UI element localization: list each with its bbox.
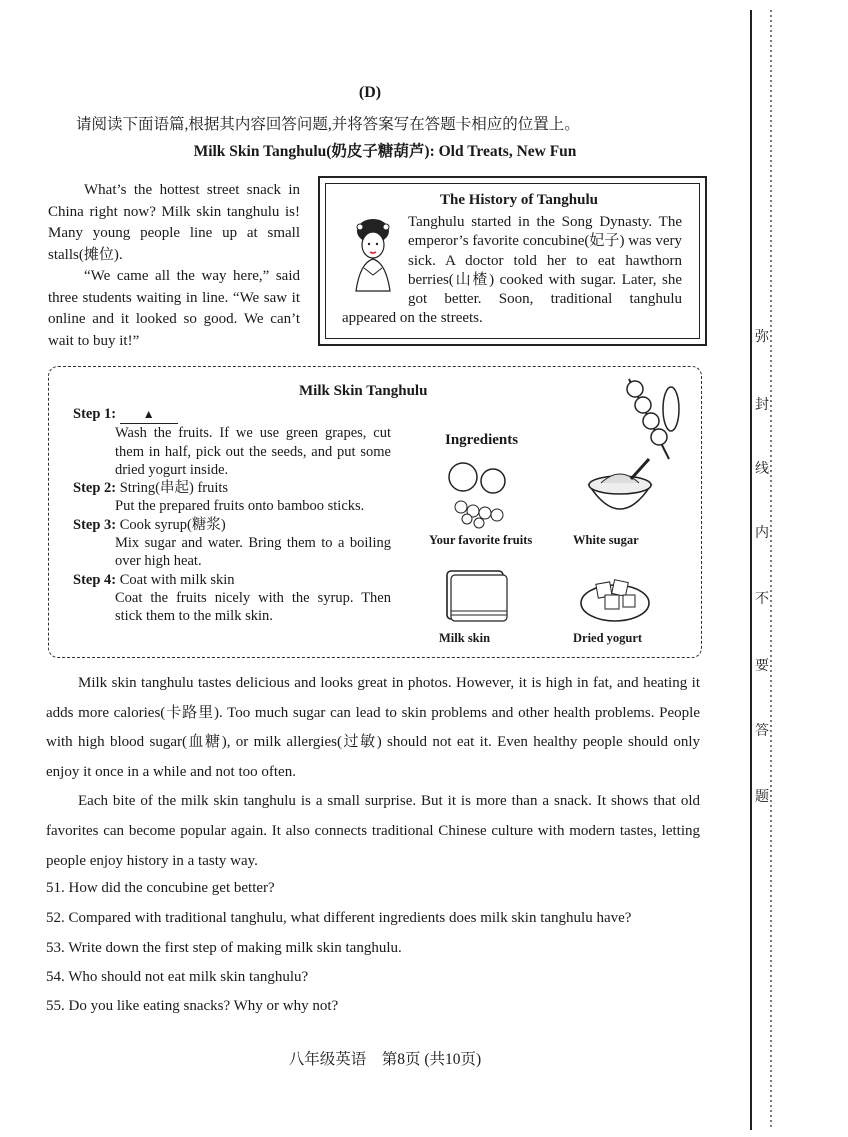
ingredient-caption: Dried yogurt [573, 631, 643, 645]
passage-title: Milk Skin Tanghulu(奶皮子糖葫芦): Old Treats, New Fun [193, 143, 577, 160]
seal-line-char: 不 [755, 592, 769, 607]
instruction: 请阅读下面语篇,根据其内容回答问题,并将答案写在答题卡相应的位置上。 [76, 116, 580, 133]
sugar-bowl-icon [581, 455, 659, 527]
question-54: 54. Who should not eat milk skin tanghulu? [46, 969, 309, 985]
step-label: Step 3: [73, 516, 117, 533]
step-label: Step 2: [73, 480, 117, 497]
history-text: Tanghulu started in the Song Dynasty. The emperor’s favorite concubine(妃子) was very sick. A doctor told her to eat hawthorn berries(山楂) cooked with sugar. Later, she got better. Soon, traditional tanghulu appeared on the streets. [342, 214, 682, 327]
question-51: 51. How did the concubine get better? [46, 880, 275, 896]
step-body: Coat the fruits nicely with the syrup. Then stick them to the milk skin. [115, 589, 391, 625]
history-box [318, 176, 707, 346]
body-paragraph-1: Milk skin tanghulu tastes delicious and looks great in photos. However, it is high in fat, and heating it adds more calories(卡路里). Too much sugar can lead to skin problems and other health problems. People with high blood sugar(血糖), or milk allergies(过敏) should not eat it. Even healthy people should only enjoy it once in a while and not too often. [46, 675, 700, 780]
ingredients-title: Ingredients [445, 432, 519, 448]
step-body: Put the prepared fruits onto bamboo sticks. [115, 498, 365, 515]
intro-paragraph-1: What’s the hottest street snack in China right now? Milk skin tanghulu is! Many young people line up at small stalls(摊位). [48, 182, 300, 263]
step-1-blank: ▲ [120, 405, 178, 424]
milk-skin-icon [441, 565, 515, 627]
seal-line-char: 弥 [755, 330, 769, 345]
ingredient-caption: Milk skin [439, 631, 491, 645]
step-label: Step 4: [73, 571, 117, 588]
seal-line-char: 内 [755, 526, 769, 541]
history-title: The History of Tanghulu [440, 192, 598, 208]
step-body: Wash the fruits. If we use green grapes, cut them in half, pick out the seeds, and put some dried yogurt inside. [115, 425, 391, 478]
seal-line-char: 线 [755, 462, 769, 477]
step-body: Mix sugar and water. Bring them to a boiling over high heat. [115, 535, 391, 570]
ingredient-caption: Your favorite fruits [429, 533, 533, 547]
intro-text [48, 180, 300, 352]
page-footer: 八年级英语 第8页 (共10页) [288, 1051, 482, 1068]
step-1 [73, 405, 391, 479]
question-52: 52. Compared with traditional tanghulu, what different ingredients does milk skin tanghulu have? [46, 910, 632, 926]
step-name: String(串起) fruits [119, 480, 229, 497]
step-name: Coat with milk skin [119, 571, 235, 588]
recipe-steps [73, 405, 391, 626]
body-text [46, 669, 700, 876]
question-53: 53. Write down the first step of making milk skin tanghulu. [46, 940, 402, 956]
seal-line-char: 答 [755, 724, 769, 739]
step-2 [73, 479, 391, 516]
seal-line-char: 题 [755, 790, 769, 805]
step-4 [73, 571, 391, 626]
dried-yogurt-icon [573, 565, 657, 627]
history-text-block [342, 213, 682, 329]
body-paragraph-2: Each bite of the milk skin tanghulu is a small surprise. But it is more than a snack. It shows that old favorites can become popular again. It also connects traditional Chinese culture with modern tastes, letting people enjoy history in a tasty way. [46, 793, 700, 869]
concubine-illustration-icon [342, 213, 404, 293]
ingredient-caption: White sugar [573, 533, 639, 547]
fruits-icon [441, 457, 521, 532]
seal-line-margin [743, 10, 783, 1130]
question-55: 55. Do you like eating snacks? Why or why not? [46, 998, 339, 1014]
intro-paragraph-2: “We came all the way here,” said three students waiting in line. “We saw it online and it looked so good. We can’t wait to buy it!” [48, 268, 300, 349]
step-name: Cook syrup(糖浆) [119, 516, 226, 533]
step-3 [73, 516, 391, 571]
tanghulu-skewer-icon [609, 369, 699, 464]
section-label: (D) [358, 84, 382, 101]
seal-line-char: 要 [755, 659, 769, 674]
recipe-box [48, 366, 702, 658]
seal-line-char: 封 [755, 398, 769, 413]
recipe-title: Milk Skin Tanghulu [299, 383, 428, 399]
step-label: Step 1: [73, 406, 117, 422]
